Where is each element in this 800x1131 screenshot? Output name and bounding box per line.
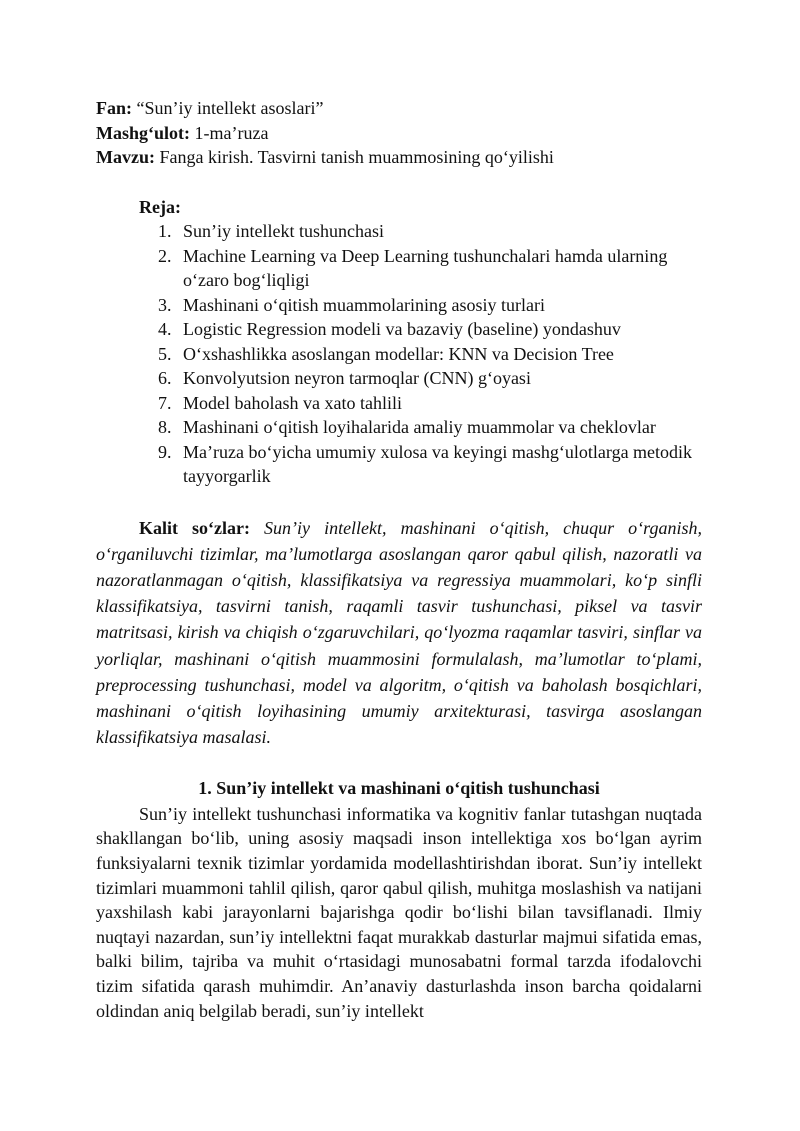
plan-item-number: 6. xyxy=(158,368,172,388)
plan-item xyxy=(96,293,702,318)
plan-item-number: 3. xyxy=(158,294,172,315)
plan-item xyxy=(96,244,702,293)
section-heading: 1. Sun’iy intellekt va mashinani o‘qitish tushunchasi xyxy=(198,778,600,799)
plan-item-number: 2. xyxy=(158,245,172,266)
keywords-text: Sun’iy intellekt, mashinani o‘qitish, chuqur o‘rganish, o‘rganiluvchi tizimlar, ma’lumotlarga asoslangan qaror qabul qilish, nazoratli va nazoratlanmagan o‘qitish, klassifikatsiya va regressiya muammolari, ko‘p sinfli klassifikatsiya, tasvirni tanish, raqamli tasvir tushunchasi, piksel va tasvir matritsasi, kirish va chiqish o‘zgaruvchilari, qo‘lyozma raqamlar tasviri, sinflar va yorliqlar, mashinani o‘qitish muammosini formulalash, ma’lumotlar to‘plami, preprocessing tushunchasi, model va algoritm, o‘qitish va baholash bosqichlari, mashinani o‘qitish loyihasining umumiy arxitekturasi, tasvirga asoslangan klassifikatsiya masalasi. xyxy=(96,517,702,748)
plan-item xyxy=(96,415,702,440)
plan-item-number: 1. xyxy=(158,221,172,241)
plan-item-text: Ma’ruza bo‘yicha umumiy xulosa va keyingi mashg‘ulotlarga metodik tayyorgarlik xyxy=(183,441,693,486)
plan-item-text: Sun’iy intellekt tushunchasi xyxy=(183,221,384,241)
plan-item xyxy=(96,391,702,416)
plan-item xyxy=(96,440,702,489)
topic-value: Fanga kirish. Tasvirni tanish muammosining qo‘yilishi xyxy=(154,147,554,167)
subject-line xyxy=(96,96,702,121)
plan-item-number: 8. xyxy=(158,417,172,437)
topic-line xyxy=(96,145,702,170)
plan-item-number: 9. xyxy=(158,441,172,462)
plan-item-text: Logistic Regression modeli va bazaviy (baseline) yondashuv xyxy=(183,319,621,339)
plan-item xyxy=(96,366,702,391)
subject-label: Fan: xyxy=(96,98,132,118)
plan-item xyxy=(96,317,702,342)
lesson-line xyxy=(96,121,702,146)
plan-list xyxy=(96,219,702,489)
plan-item-text: Mashinani o‘qitish muammolarining asosiy turlari xyxy=(183,294,545,315)
plan-item-number: 5. xyxy=(158,343,172,364)
plan-item xyxy=(96,219,702,244)
plan-item xyxy=(96,342,702,367)
document-page xyxy=(96,96,702,1023)
plan-item-text: Konvolyutsion neyron tarmoqlar (CNN) g‘oyasi xyxy=(183,368,531,388)
lesson-value: 1-ma’ruza xyxy=(190,122,269,143)
plan-item-text: O‘xshashlikka asoslangan modellar: KNN va Decision Tree xyxy=(183,343,614,364)
body-paragraph: Sun’iy intellekt tushunchasi informatika va kognitiv fanlar tutashgan nuqtada shakllangan bo‘lib, uning asosiy maqsadi inson intellektiga xos bo‘lgan ayrim funksiyalarni texnik tizimlar yordamida modellashtirishdan iborat. Sun’iy intellekt tizimlari muammoni tahlil qilish, qaror qabul qilish, muhitga moslashish va natijani yaxshilash kabi jarayonlarni bajarishga qodir bo‘lishi bilan tavsiflanadi. Ilmiy nuqtayi nazardan, sun’iy intellektni faqat murakkab dasturlar majmui sifatida emas, balki bilim, tajriba va muhit o‘rtasidagi munosabatni formal tarzda ifodalovchi tizim sifatida qarash muhimdir. An’anaviy dasturlashda inson barcha qoidalarni oldindan aniq belgilab beradi, sun’iy intellekt xyxy=(96,803,702,1021)
plan-item-number: 7. xyxy=(158,392,172,413)
plan-item-text: Model baholash va xato tahlili xyxy=(183,392,402,413)
subject-value: “Sun’iy intellekt asoslari” xyxy=(132,98,324,118)
topic-label: Mavzu: xyxy=(96,147,155,167)
keywords-label: Kalit so‘zlar: xyxy=(139,517,251,538)
lesson-label: Mashg‘ulot: xyxy=(96,122,190,143)
plan-item-number: 4. xyxy=(158,319,172,339)
plan-section xyxy=(96,195,702,489)
plan-title: Reja: xyxy=(139,196,181,217)
plan-item-text: Mashinani o‘qitish loyihalarida amaliy muammolar va cheklovlar xyxy=(183,417,656,437)
plan-item-text: Machine Learning va Deep Learning tushunchalari hamda ularning o‘zaro bog‘liqligi xyxy=(183,245,668,290)
keywords-paragraph xyxy=(96,515,702,751)
